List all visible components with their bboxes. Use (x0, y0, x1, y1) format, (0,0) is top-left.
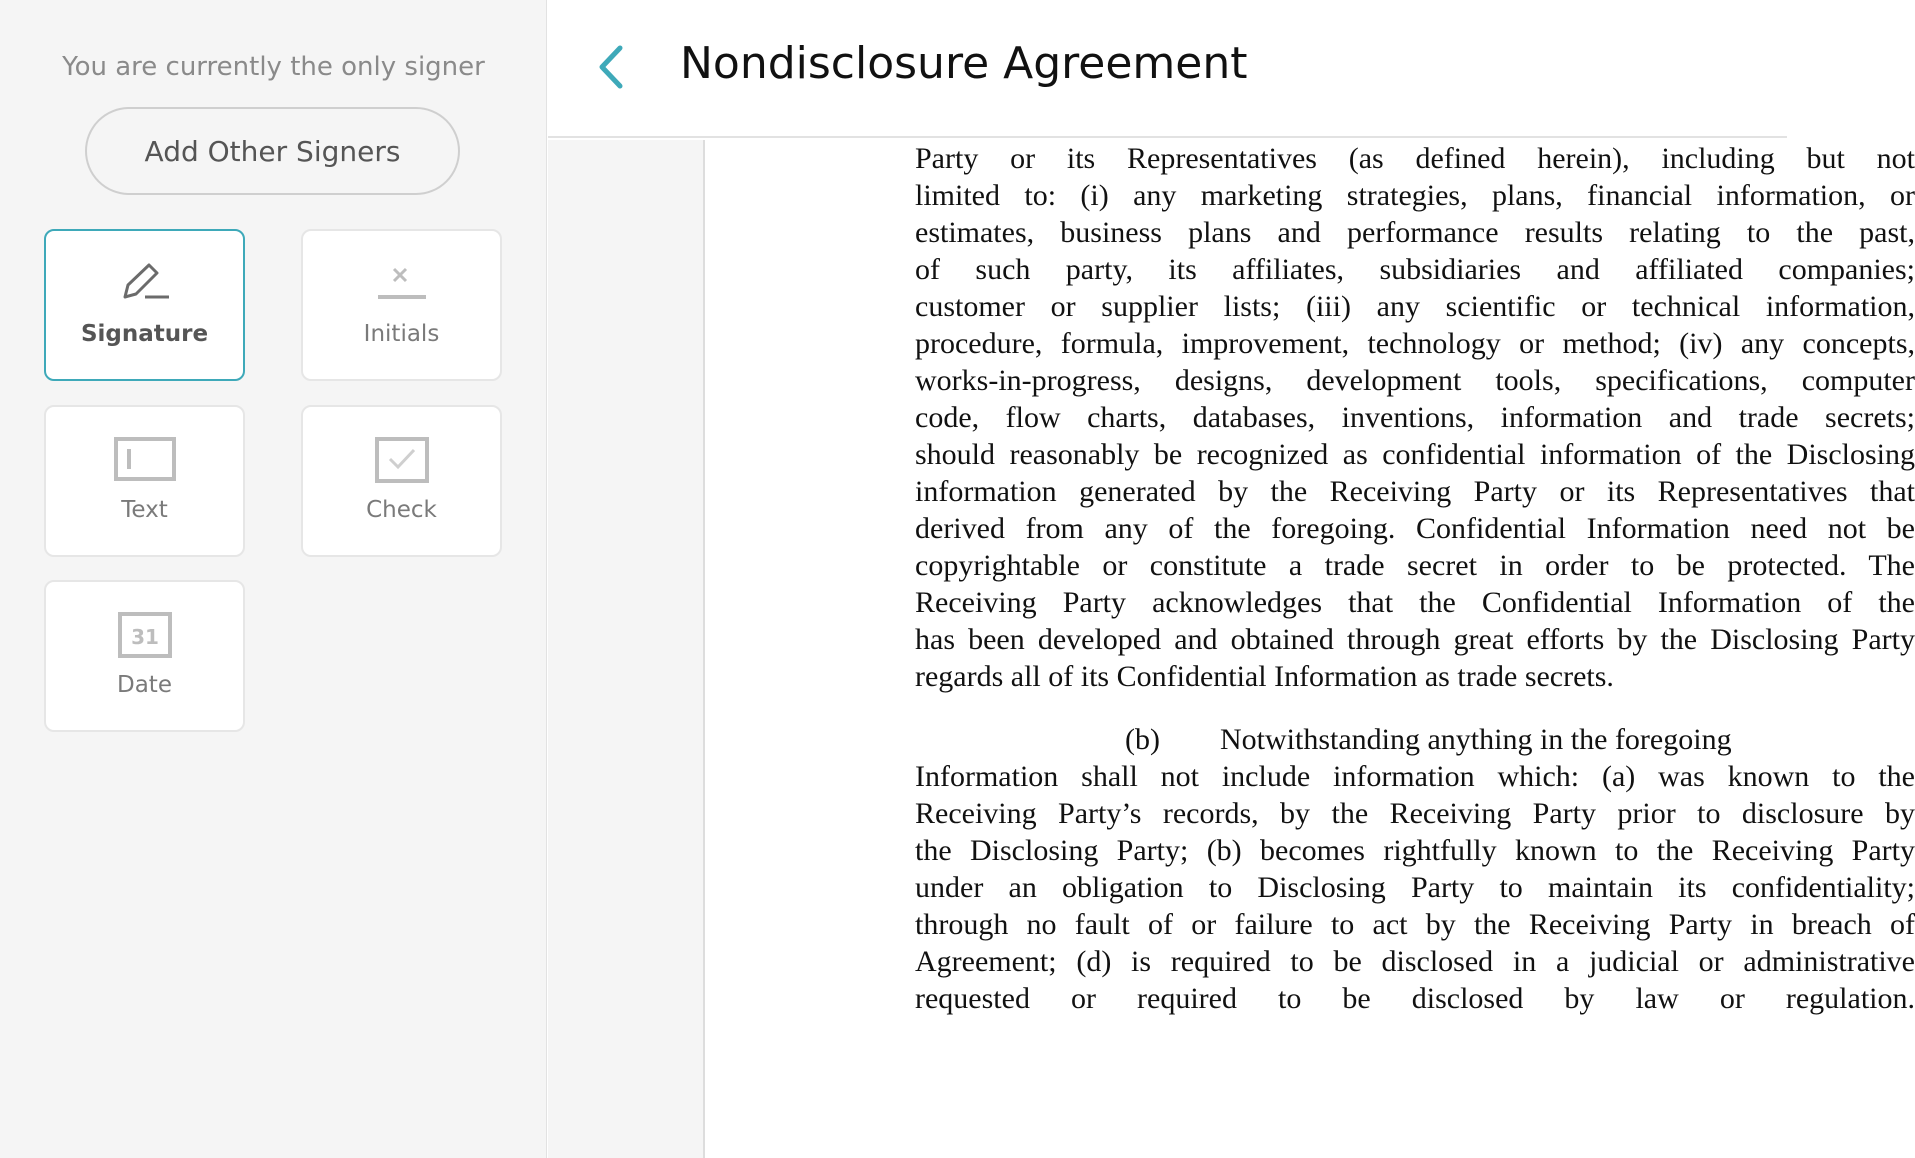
field-tile-date[interactable] (44, 580, 245, 732)
field-sidebar (0, 0, 547, 1158)
doc-line: regards all of its Confidential Information as trade secrets. (915, 660, 1614, 693)
doc-line: requested or required to be disclosed by law or regulation. (915, 982, 1915, 1015)
field-tile-label: Date (117, 672, 172, 698)
doc-line: Party or its Representatives (as defined herein), including but not (915, 142, 1915, 175)
signer-status-text: You are currently the only signer (62, 52, 485, 82)
field-tile-label: Text (121, 497, 168, 523)
document-text (915, 140, 1915, 1017)
field-tile-check[interactable] (301, 405, 502, 557)
doc-line: through no fault of or failure to act by the Receiving Party in breach of (915, 908, 1915, 941)
text-field-icon (114, 437, 176, 488)
chevron-left-icon (592, 77, 632, 94)
doc-line: limited to: (i) any marketing strategies, plans, financial information, or (915, 179, 1915, 212)
doc-line: has been developed and obtained through great efforts by the Disclosing Party (915, 623, 1915, 656)
document-title: Nondisclosure Agreement (680, 38, 1248, 89)
field-tile-signature[interactable] (44, 229, 245, 381)
doc-line: information generated by the Receiving Party or its Representatives that (915, 475, 1915, 508)
doc-line: works-in-progress, designs, development tools, specifications, computer (915, 364, 1915, 397)
initials-x-icon (376, 261, 428, 308)
doc-line: should reasonably be recognized as confidential information of the Disclosing (915, 438, 1915, 471)
doc-line: procedure, formula, improvement, technology or method; (iv) any concepts, (915, 327, 1915, 360)
doc-line: code, flow charts, databases, inventions, information and trade secrets; (915, 401, 1915, 434)
doc-line-section-b: (b) Notwithstanding anything in the foregoing (1125, 723, 1732, 756)
doc-line: of such party, its affiliates, subsidiaries and affiliated companies; (915, 253, 1915, 286)
doc-line: customer or supplier lists; (iii) any scientific or technical information, (915, 290, 1915, 323)
doc-line: estimates, business plans and performance results relating to the past, (915, 216, 1915, 249)
pen-signature-icon (119, 261, 171, 308)
doc-line: Receiving Party’s records, by the Receiving Party prior to disclosure by (915, 797, 1915, 830)
add-other-signers-button[interactable]: Add Other Signers (85, 107, 460, 195)
calendar-day-number: 31 (130, 625, 159, 649)
field-tile-initials[interactable] (301, 229, 502, 381)
doc-line: the Disclosing Party; (b) becomes rightfully known to the Receiving Party (915, 834, 1915, 867)
doc-line: Receiving Party acknowledges that the Confidential Information of the (915, 586, 1915, 619)
back-button[interactable] (592, 44, 632, 90)
field-tile-label: Check (366, 497, 437, 523)
document-page[interactable] (703, 140, 1915, 1158)
doc-line: under an obligation to Disclosing Party to maintain its confidentiality; (915, 871, 1915, 904)
doc-line: Information shall not include information which: (a) was known to the (915, 760, 1915, 793)
field-tile-label: Signature (80, 321, 209, 347)
doc-line: copyrightable or constitute a trade secret in order to be protected. The (915, 549, 1915, 582)
field-tile-label: Initials (363, 321, 440, 347)
calendar-icon (118, 612, 172, 663)
doc-line: derived from any of the foregoing. Confidential Information need not be (915, 512, 1915, 545)
field-tile-text[interactable] (44, 405, 245, 557)
checkbox-icon (375, 437, 429, 488)
doc-line: Agreement; (d) is required to be disclosed in a judicial or administrative (915, 945, 1915, 978)
